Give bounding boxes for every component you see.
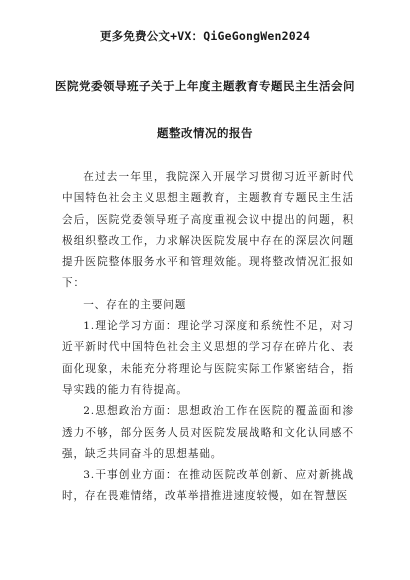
section-heading: 一、存在的主要问题 — [83, 298, 187, 311]
document-title-line-2: 题整改情况的报告 — [157, 126, 253, 140]
item-paragraph: 3.干事创业方面：在推动医院改革创新、应对新挑战时，存在畏难情绪，改革举措推进速度较慢，如在智慧医 — [62, 469, 354, 503]
document-body — [62, 167, 354, 508]
item-paragraph: 1.理论学习方面：理论学习深度和系统性不足，对习近平新时代中国特色社会主义思想的学习存在碎片化、表面化现象，未能充分将理论与医院实际工作紧密结合，指导实践的能力有待提高。 — [62, 320, 354, 396]
watermark-header: 更多免费公文+VX：QiGeGongWen2024 — [99, 29, 311, 43]
intro-paragraph: 在过去一年里，我院深入开展学习贯彻习近平新时代中国特色社会主义思想主题教育，主题教育专题民主生活会后，医院党委领导班子高度重视会议中提出的问题，积极组织整改工作，力求解决医院发展中存在的深层次问题提升医院整体服务水平和管理效能。现将整改情况汇报如下： — [62, 171, 354, 290]
item-paragraph: 2.思想政治方面：思想政治工作在医院的覆盖面和渗透力不够，部分医务人员对医院发展战略和文化认同感不强，缺乏共同奋斗的思想基础。 — [62, 405, 354, 460]
document-title-line-1: 医院党委领导班子关于上年度主题教育专题民主生活会问 — [55, 79, 355, 93]
